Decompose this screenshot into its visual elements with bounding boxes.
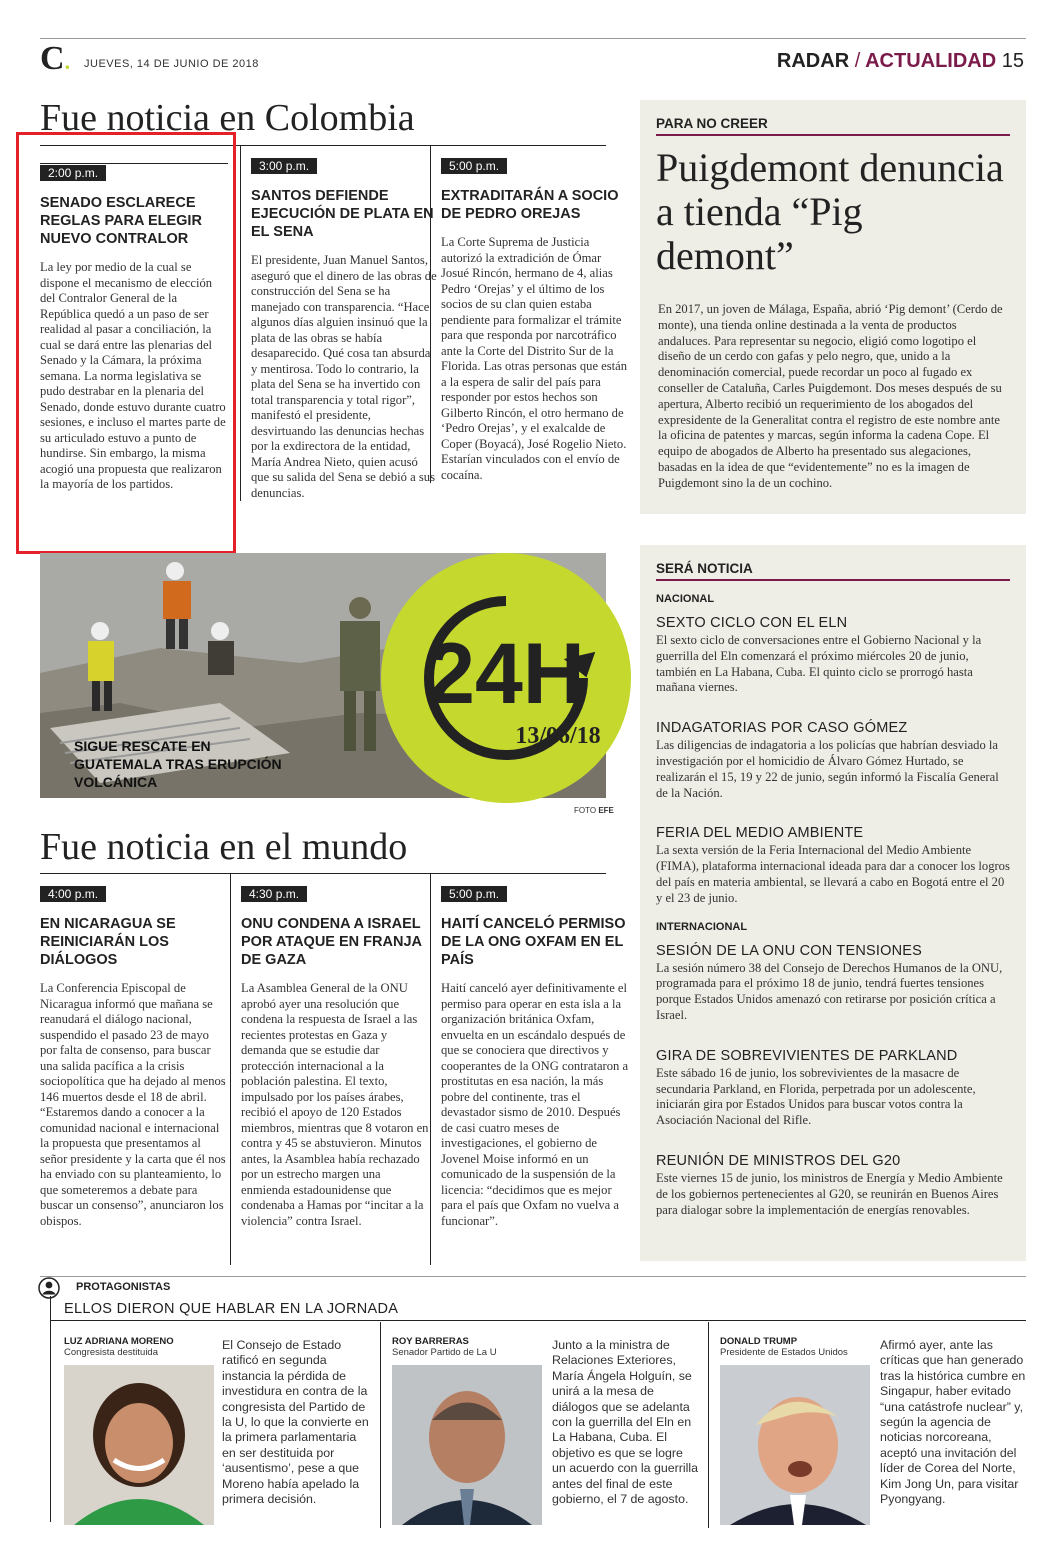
news-item-title: INDAGATORIAS POR CASO GÓMEZ: [656, 720, 908, 737]
protagonist-text: Afirmó ayer, ante las críticas que han generado tras la histórica cumbre en Singapur, haber evitado “una catástrofe nuclear” y, según la agencia de noticias norcoreana, aceptó una invitación del líder de Corea del Norte, Kim Jong Un, para visitar Pyongyang.: [880, 1338, 1026, 1507]
story-body: La Corte Suprema de Justicia autorizó la extradición de Ómar Josué Rincón, hermano de 4, alias Pedro ‘Orejas’ y el último de los socios de su clan quien estaba pendiente para formalizar el trámite para que responda por narcotráfico ante la Corte del Distrito Sur de la Florida. Las otras personas que están a la espera de salir del país para responder por estos hechos son Gilberto Rincón, el otro hermano de ‘Pedro Orejas’, y el exalcalde de Coper (Boyacá), José Rogelio Nieto. Estarían vinculados con el envío de cocaína.: [441, 235, 628, 482]
section-header: RADAR / ACTUALIDAD 15: [776, 50, 1024, 72]
sera-noticia-panel: [640, 545, 1026, 1261]
24h-badge-label: 24H: [427, 626, 585, 722]
newspaper-logo: C.: [40, 40, 71, 77]
story-time: 5:00 p.m.: [441, 158, 507, 174]
sera-noticia-label: SERÁ NOTICIA: [656, 561, 1010, 581]
mundo-story-3: [430, 873, 629, 1265]
news-item: [656, 825, 1010, 906]
colombia-story-2: [240, 145, 439, 501]
donald-trump-portrait: [720, 1365, 870, 1525]
news-item: [656, 615, 1010, 696]
colombia-section-title: Fue noticia en Colombia: [40, 97, 415, 139]
story-headline: EN NICARAGUA SE REINICIARÁN LOS DIÁLOGOS: [40, 916, 176, 968]
protagonist-text: Junto a la ministra de Relaciones Exteriores, María Ángela Holguín, se unirá a la mesa de diálogos que se adelanta con la guerrilla del Eln en La Habana, Cuba. El objetivo es que se logre un acuerdo con la guerrilla antes del final de este gobierno, el 7 de agosto.: [552, 1338, 699, 1507]
story-headline: ONU CONDENA A ISRAEL POR ATAQUE EN FRANJA DE GAZA: [241, 916, 422, 968]
protagonist-2: [392, 1336, 548, 1358]
protagonist-divider: [380, 1322, 381, 1528]
news-item-body: Este viernes 15 de junio, los ministros de Energía y Medio Ambiente de los gobiernos pertenecientes al G20, se reunirán en Buenos Aires para dialogar sobre la implementación de energías renovables.: [656, 1170, 1003, 1217]
photo-caption: SIGUE RESCATE EN GUATEMALA TRAS ERUPCIÓN VOLCÁNICA: [74, 738, 282, 790]
story-body: La ley por medio de la cual se dispone el mecanismo de elección del Contralor General de la República quedó a un paso de ser realidad al pasar a conciliación, la cual se dará entre las plenarias del Senado y la Cámara, la próxima semana. La norma legislativa se pudo destrabar en la plenaria del Senado, donde estuvo durante cuatro sesiones, e incluso el martes parte de su articulado estuvo a punto de hundirse. Sin embargo, la misma acogió una propuesta que realizaron la mayoría de los partidos.: [40, 260, 226, 491]
highlight-box: [16, 132, 236, 554]
nacional-label: NACIONAL: [656, 593, 715, 605]
24h-badge-date: 13/06/18: [515, 723, 601, 749]
story-time: 5:00 p.m.: [441, 886, 507, 902]
news-item-body: Este sábado 16 de junio, los sobrevivientes de la masacre de secundaria Parkland, en Florida, perpetrada por un adolescente, iniciarán gira por Estados Unidos para buscar votos contra la Asociación Nacional del Rifle.: [656, 1065, 976, 1128]
protagonistas-subrule: [50, 1320, 1026, 1321]
news-item-title: REUNIÓN DE MINISTROS DEL G20: [656, 1152, 901, 1169]
protagonistas-label: PROTAGONISTAS: [76, 1281, 171, 1293]
issue-date: JUEVES, 14 DE JUNIO DE 2018: [84, 58, 259, 70]
photo-credit: FOTO EFE: [574, 806, 614, 815]
news-item-body: El sexto ciclo de conversaciones entre el Gobierno Nacional y la guerrilla del Eln comenzará el próximo miércoles 20 de junio, también en La Habana, Cuba. El quinto ciclo se prorrogó hasta mañana viernes.: [656, 633, 982, 695]
story-headline: EXTRADITARÁN A SOCIO DE PEDRO OREJAS: [441, 188, 619, 222]
story-body: Haití canceló ayer definitivamente el permiso para operar en esta isla a la organización británica Oxfam, envuelta en un escándalo después de que se conociera que directivos y cooperantes de la ONG contrataron a prostitutas en esa nación, la más pobre del continente, tras el devastador sismo de 2010. Después de casi cuatro meses de investigaciones, el gobierno de Jovenel Moise informó en un comunicado de la suspensión de la licencia: “decidimos que es mejor para el país que Oxfam no vuelva a funcionar”.: [441, 981, 629, 1228]
news-item-body: La sexta versión de la Feria Internacional del Medio Ambiente (FIMA), plataforma internacional ideada para dar a conocer los logros del país en materia ambiental, se llevará a cabo en Bogotá entre el 20 y el 23 de junio.: [656, 843, 1010, 905]
subsection-name: ACTUALIDAD: [865, 50, 997, 72]
person-icon: [38, 1277, 60, 1299]
para-no-creer-panel: [640, 100, 1026, 514]
protagonist-text: El Consejo de Estado ratificó en segunda instancia la pérdida de investidura en contra de la congresista del Partido de la U, lo que la convierte en la primera parlamentaria en ser destituida por ‘ausentismo’, pese a que Moreno había apelado la primera decisión.: [222, 1338, 369, 1507]
news-item: [656, 1048, 1010, 1129]
protagonist-1: [64, 1336, 220, 1358]
story-body: La Conferencia Episcopal de Nicaragua informó que mañana se reanudará el diálogo nacional, suspendido el pasado 23 de mayo por falta de consenso, para buscar una salida pacífica a la crisis sociopolítica que ha dejado al menos 146 muertos desde el 18 de abril. “Estaremos dando a conocer a la comunidad nacional e internacional la propuesta que presentamos al señor presidente y la carta que él nos ha enviado con su planteamiento, lo que someteremos a debate para buscar un consenso”, anunciaron los obispos.: [40, 981, 226, 1228]
news-item: [656, 943, 1010, 1024]
24h-badge: [378, 553, 634, 803]
news-item: [656, 720, 1010, 801]
mundo-story-1: [40, 885, 228, 1229]
protagonist-name: ROY BARRERAS: [392, 1336, 469, 1347]
story-body: El presidente, Juan Manuel Santos, aseguró que el dinero de las obras de construcción del Sena se ha manejado con transparencia. “Hace algunos días alguien insinuó que la plata de las obras se había desaparecido. Qué cosa tan absurda y mentirosa. Todo lo contrario, la plata del Sena se ha invertido con total transparencia y total rigor”, manifestó el presidente, desvirtuando las denuncias hechas por la exdirectora de la entidad, María Andrea Nieto, quien acusó que su salida del Sena se debió a sus denuncias.: [251, 253, 437, 500]
story-body: La Asamblea General de la ONU aprobó ayer una resolución que condena la respuesta de Israel a las recientes protestas en Gaza y demanda que se estudie dar protección internacional a la población palestina. El texto, impulsado por los países árabes, recibió el apoyo de 120 Estados miembros, mientras que 8 votaron en contra y 45 se abstuvieron. Minutos antes, la Asamblea había rechazado por un estrecho margen una enmienda estadounidense que condenaba a Hamas por “incitar a la violencia” contra Israel.: [241, 981, 429, 1228]
story-time: 4:30 p.m.: [241, 886, 307, 902]
roy-barreras-portrait: [392, 1365, 542, 1525]
para-no-creer-title: Puigdemont denuncia a tienda “Pig demont”: [656, 145, 1004, 278]
news-item-title: GIRA DE SOBREVIVIENTES DE PARKLAND: [656, 1047, 958, 1064]
news-item-body: Las diligencias de indagatoria a los policías que habrían desviado la investigación por el homicidio de Álvaro Gómez Hurtado, se realizarán el 15, 19 y 22 de junio, según informó la Fiscalía General de la Nación.: [656, 738, 999, 800]
protagonistas-rule: [40, 1276, 1026, 1277]
top-rule: [40, 38, 1026, 39]
news-item-title: FERIA DEL MEDIO AMBIENTE: [656, 825, 864, 842]
protagonist-divider: [708, 1322, 709, 1528]
story-headline: HAITÍ CANCELÓ PERMISO DE LA ONG OXFAM EN EL PAÍS: [441, 916, 626, 968]
news-item-title: SESIÓN DE LA ONU CON TENSIONES: [656, 942, 922, 959]
protagonist-name: LUZ ADRIANA MORENO: [64, 1336, 174, 1347]
story-headline: SENADO ESCLARECE REGLAS PARA ELEGIR NUEVO CONTRALOR: [40, 195, 202, 247]
protagonistas-vrule: [50, 1296, 51, 1522]
protagonist-role: Presidente de Estados Unidos: [720, 1347, 848, 1358]
story-time: 3:00 p.m.: [251, 158, 317, 174]
story-headline: SANTOS DEFIENDE EJECUCIÓN DE PLATA EN EL SENA: [251, 188, 434, 240]
protagonist-role: Congresista destituida: [64, 1347, 158, 1358]
section-name: RADAR: [776, 50, 850, 72]
news-item-title: SEXTO CICLO CON EL ELN: [656, 615, 848, 631]
mundo-story-2: [230, 873, 429, 1265]
protagonist-name: DONALD TRUMP: [720, 1336, 798, 1347]
protagonist-3: [720, 1336, 876, 1358]
mundo-section-title: Fue noticia en el mundo: [40, 826, 408, 868]
news-item: [656, 1153, 1010, 1218]
luz-adriana-moreno-portrait: [64, 1365, 214, 1525]
story-time: 4:00 p.m.: [40, 886, 106, 902]
news-item-body: La sesión número 38 del Consejo de Derechos Humanos de la ONU, programada para el próximo 18 de junio, tendrá fuertes tensiones porque Estados Unidos amenazó con retirarse por posición crítica a Israel.: [656, 960, 1003, 1022]
internacional-label: INTERNACIONAL: [656, 920, 748, 933]
para-no-creer-body: En 2017, un joven de Málaga, España, abrió ‘Pig demont’ (Cerdo de monte), una tienda online destinada a la venta de productos andaluces. Para representar su negocio, eligió como logotipo el diseño de un cerdo con gafas y pelo negro, que, unido a la denominación comercial, puede recordar un poco al fugado ex conseller de Cataluña, Carles Puigdemont. Dos meses después de su apertura, Alberto recibió un requerimiento de los abogados del expresidente de la Generalitat contra el registro de este nombre ante la oficina de patentes y marcas, según informa la cadena Cope. El equipo de abogados de Alberto ha presentado sus alegaciones, basadas en la idea de que “evidentemente” no es la imagen de Puigdemont sino la de un cochino.: [658, 302, 1003, 490]
protagonistas-subtitle: ELLOS DIERON QUE HABLAR EN LA JORNADA: [64, 1301, 399, 1317]
protagonist-role: Senador Partido de La U: [392, 1347, 497, 1358]
colombia-story-3: [430, 145, 629, 483]
page-number: 15: [1001, 50, 1024, 72]
story-time: 2:00 p.m.: [40, 165, 106, 181]
para-no-creer-label: PARA NO CREER: [656, 116, 1010, 136]
